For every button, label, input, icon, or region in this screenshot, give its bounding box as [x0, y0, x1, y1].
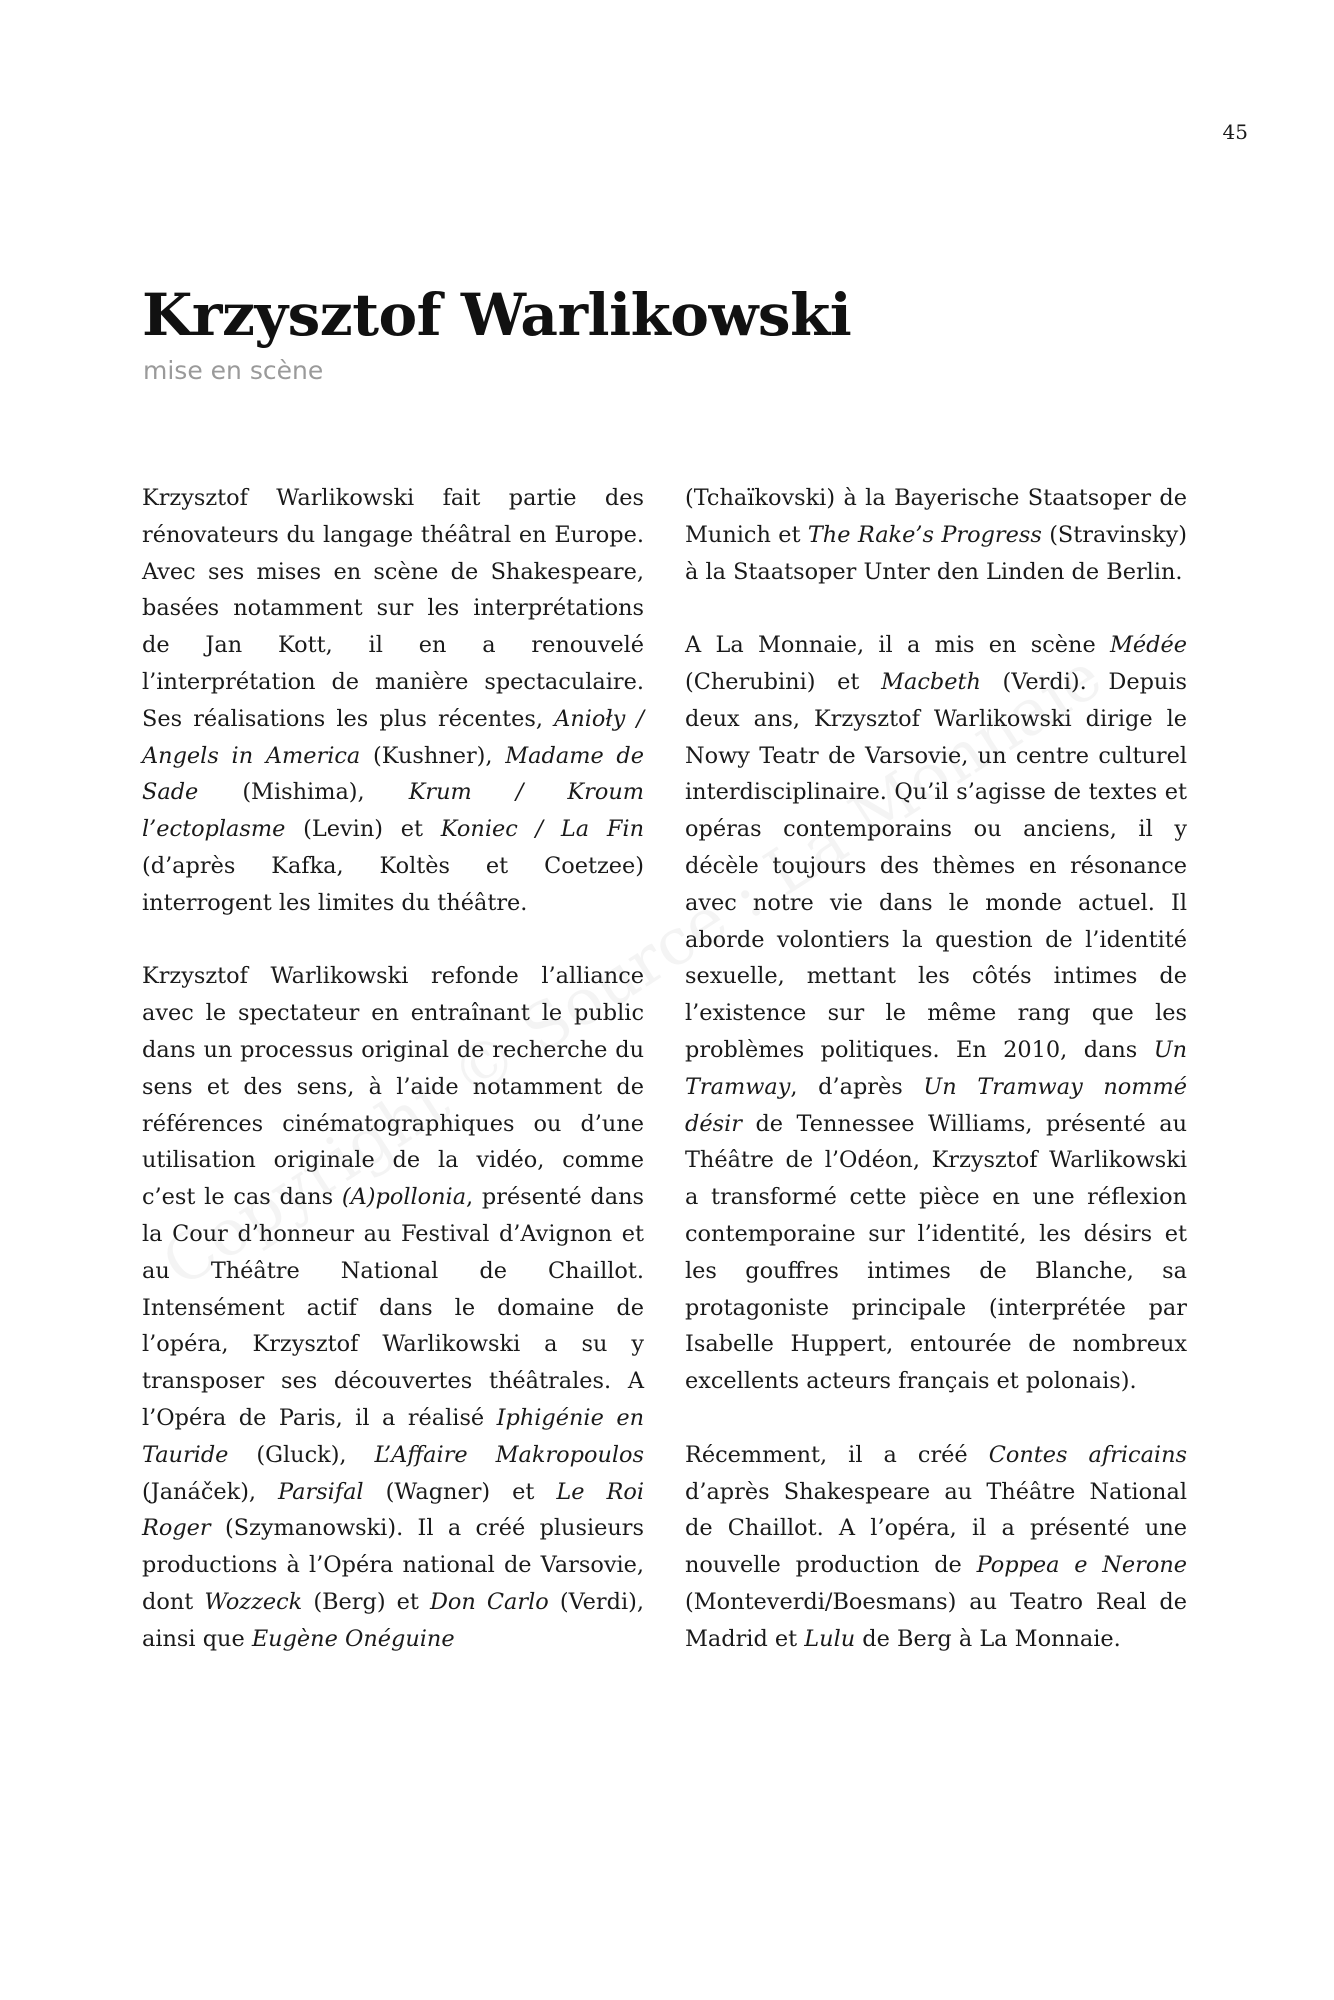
paragraph: (Tchaïkovski) à la Bayerische Staatsoper de Munich et The Rake’s Progress (Stravinsky) à la Staatsoper Unter den Linden de Berlin. [685, 485, 1187, 585]
work-title: Krum / Kroum l’ectoplasme [142, 779, 644, 843]
page-title: Krzysztof Warlikowski [142, 281, 852, 349]
work-title: The Rake’s Progress [807, 521, 1042, 548]
work-title: Parsifal [278, 1478, 364, 1505]
work-title: Le Roi Roger [142, 1478, 644, 1542]
work-title: Iphigénie en Tauride [142, 1404, 644, 1468]
work-title: (A)pollonia [341, 1184, 467, 1211]
work-title: Un Tramway nommé désir [685, 1073, 1187, 1137]
work-title: L’Affaire Makropoulos [374, 1441, 645, 1468]
work-title: Un Tramway [685, 1036, 1187, 1100]
work-title: Madame de Sade [142, 742, 644, 806]
paragraph: Récemment, il a créé Contes africains d’après Shakespeare au Théâtre National de Chaillot. A l’opéra, il a présenté une nouvelle production de Poppea e Nerone (Monteverdi/Boesmans) au Teatro Real de Madrid et Lulu de Berg à La Monnaie. [685, 1441, 1187, 1652]
paragraph: Krzysztof Warlikowski refonde l’alliance avec le spectateur en entraînant le public dans un processus original de recherche du sens et des sens, à l’aide notamment de références cinématographiques ou d’une utilisation originale de la vidéo, comme c’est le cas dans (A)pollonia, présenté dans la Cour d’honneur au Festival d’Avignon et au Théâtre National de Chaillot. Intensément actif dans le domaine de l’opéra, Krzysztof Warlikowski a su y transposer ses découvertes théâtrales. A l’Opéra de Paris, il a réalisé Iphigénie en Tauride (Gluck), L’Affaire Makropoulos (Janáček), Parsifal (Wagner) et Le Roi Roger (Szymanowski). Il a créé plusieurs productions à l’Opéra national de Varsovie, dont Wozzeck (Berg) et Don Carlo (Verdi), ainsi que Eugène Onéguine [142, 963, 645, 1652]
work-title: Eugène Onéguine [251, 1625, 455, 1652]
paragraph: A La Monnaie, il a mis en scène Médée (Cherubini) et Macbeth (Verdi). Depuis deux ans, Krzysztof Warlikowski dirige le Nowy Teatr de Varsovie, un centre culturel interdisciplinaire. Qu’il s’agisse de textes et opéras contemporains ou anciens, il y décèle toujours des thèmes en résonance avec notre vie dans le monde actuel. Il aborde volontiers la question de l’identité sexuelle, mettant les côtés intimes de l’existence sur le même rang que les problèmes politiques. En 2010, dans Un Tramway, d’après Un Tramway nommé désir de Tennessee Williams, présenté au Théâtre de l’Odéon, Krzysztof Warlikowski a transformé cette pièce en une réflexion contemporaine sur l’identité, les désirs et les gouffres intimes de Blanche, sa protagoniste principale (interprétée par Isabelle Huppert, entourée de nombreux excellents acteurs français et polonais). [685, 632, 1187, 1395]
work-title: Contes africains [988, 1441, 1187, 1468]
page-number: 45 [1222, 120, 1248, 144]
work-title: Koniec / La Fin [440, 816, 644, 843]
page-subtitle: mise en scène [143, 356, 324, 385]
left-text-column [142, 480, 644, 1694]
work-title: Poppea e Nerone [976, 1552, 1187, 1579]
right-text-column [685, 480, 1187, 1694]
work-title: Anioły / Angels in America [142, 705, 644, 769]
work-title: Médée [1109, 632, 1187, 659]
work-title: Don Carlo [429, 1588, 549, 1615]
work-title: Wozzeck [204, 1588, 303, 1615]
work-title: Lulu [804, 1625, 856, 1652]
work-title: Macbeth [881, 668, 981, 695]
paragraph: Krzysztof Warlikowski fait partie des rénovateurs du langage théâtral en Europe. Avec ses mises en scène de Shakespeare, basées notamment sur les interprétations de Jan Kott, il en a renouvelé l’interprétation de manière spectaculaire. Ses réalisations les plus récentes, Anioły / Angels in America (Kushner), Madame de Sade (Mishima), Krum / Kroum l’ectoplasme (Levin) et Koniec / La Fin (d’après Kafka, Koltès et Coetzee) interrogent les limites du théâtre. [142, 485, 644, 916]
